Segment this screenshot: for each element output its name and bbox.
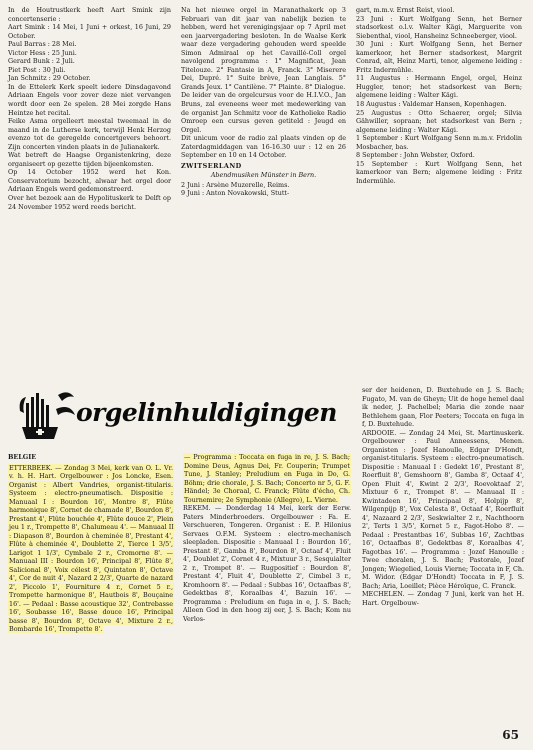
organ-pipes-icon [18, 389, 76, 441]
lower-column-3 [362, 386, 524, 607]
section-heading-switzerland: ZWITSERLAND [181, 161, 242, 170]
top-column-3 [356, 6, 522, 185]
article-text: ser der heidenen, D. Buxtehude en J. S. Bach; Fugato, M. van de Gheyn; Uit de hoge hemel daal ik neder, J. Pachelbel; Maria die zonde naar Bethlehem gaan, Flor Peeters; Toccata en fuga in f, D. Buxtehude. ARDOOIE. — Zondag 24 Mei, St. Martinuskerk. Orgelbouwer : Paul Anneessens, Menen. Organisten : Jozef Hanoulle, Edgar D'Hondt, organist-titularis. Systeem : electro-pneumatisch. Dispositie : Manuaal I : Gedekt 16', Prestant 8', Roerfluit 8', Gemshoorn 8', Gamba 8', Octaaf 4', Open Fluit 4', Kwint 2 2/3', Roevoktaaf 2', Mixtuur 6 r., Trompet 8'. — Manuaal II : Kwintadeen 16', Principaal 8', Holpijp 8', Wilgenpijp 8', Vox Celesta 8', Octaaf 4', Roerfluit 4', Nazaard 2 2/3', Seskwialter 2 r., Nachthoorn 2', Terts 1 3/5', Kornet 5 r., Fagot-Hobo 8'. — Pedaal : Prestantbas 16', Subbas 16', Zachtbas 16', Octaafbas 8', Gedektbas 8', Koraalbas 4', Fagotbas 16'. — Programma : Jozef Hanoulle : Twee choralen, J. S. Bach; Pastorale, Jozef Jongen; Wiegelied, Louis Vierne; Toccata in F, Ch. M. Widor. (Edgar D'Hondt) Toccata in F, J. S. Bach; Aria, Loeillet; Pièce Héroïque, C. Franck. MECHELEN. — Zondag 7 Juni, kerk van het H. Hart. Orgelbouw- [362, 386, 524, 607]
lower-column-2 [183, 453, 351, 623]
section-caption: Abendmusiken Münster in Bern. [210, 171, 317, 180]
banner-title: orgelinhuldigingen [76, 398, 337, 427]
lower-column-1 [8, 453, 174, 634]
highlighted-text: ETTERBEEK. — Zondag 3 Mei, kerk van O. L. Vr. v. h. H. Hart. Orgelbouwer : Jos Loncke, Esen. Organist : Albert Vandries, organist-titularis. Systeem : electro-pneumatisch. Dispositie : Manuaal I : Bourdon 16', Montre 8', Flûte harmonique 8', Cornet de chamade 8', Bourdon 8', Prestant 4', Flûte bouchée 4', Flûte douce 2', Plein jeu 1 r., Trompette 8', Chalumeau 4'. — Manuaal II : Diapason 8', Bourdon à cheminée 8', Prestant 4', Flûte à cheminée 4', Doublette 2', Tierce 1 3/5', Larigot 1 1/3', Cymbale 2 r., Cromorne 8'. — Manuaal III : Bourdon 16', Principal 8', Flûte 8', Salicional 8', Voix célest 8', Quintaton 8', Octave 4', Cor de nuit 4', Nazard 2 2/3', Quarte de nazard 2', Piccolo 1', Fourniture 4 r., Cornet 5 r., Trompette harmonique 8', Hautbois 8', Bouçaine 16'. — Pedaal : Basse acoustique 32', Contrebasse 16', Soubasse 16', Basse douce 16', Principal basse 8', Bourdon 8', Octave 4', Mixture 2 r., Bombarde 16', Trompette 8'. [9, 463, 174, 633]
article-text [8, 464, 174, 634]
article-text [183, 453, 351, 504]
article-text: 2 Juni : Arsène Muzerelle, Reims. 9 Juni : Anton Novakowski, Stutt- [181, 180, 290, 198]
article-text: Na het nieuwe orgel in Maranathakerk op 3 Februari van dit jaar van nabelijk bezien te hebben, werd het verenigingsjaar op 7 April met een jaarvergadering besloten. In de Waalse Kerk waar deze vergadering gehouden werd speelde Simon Admiraal op het Cavaillé-Coll orgel navolgend programma : 1° Magnificat, Jean Titelouze. 2° Fantasie in A, Franck. 3° Miserere Dei, Dupré. 1° Suite brève, Jean Langlais. 5° Grands Jeux. 1° Cantilène. 7° Plainte. 8° Dialogue. De leider van de orgelcursus voor de H.I.V.O., Jan Bruns, zal eveneens weer met medewerking van de organist Jan Schmitz voor de Katholieke Radio Omroep een cursus geven getiteld : Jeugd en Orgel. Dit unicum voor de radio zal plaats vinden op de Zaterdagmiddagen van 16-16.30 uur : 12 en 26 September en 10 en 14 October. [181, 6, 346, 160]
top-column-2 [181, 6, 346, 198]
highlighted-text: — Programma : Toccata en fuga in re, J. S. Bach; Domine Deus, Agnus Dei, Fr. Couperin; Trumpet Tune, J. Stanley; Preludium en Fuga in Do, G. Böhm; drie chorale, J. S. Bach; Concerto nr 5, G. F. Händel; 3e Choraal, C. Franck; Flûte d'écho, Ch. Tournemire; 2e Symphonie (Allegro), L. Vierne. [184, 453, 350, 504]
article-text: REKEM. — Donderdag 14 Mei, kerk der Eerw. Paters Minderbroeders. Orgelbouwer : Fa. E. Verschueren, Tongeren. Organist : E. P. Hilonius Servaes O.F.M. Systeem : electro-mechanisch sleepladen. Dispositie : Manuaal I : Bourdon 16', Prestant 8', Gamba 8', Bourdon 8', Octaaf 4', Fluit 4', Doublet 2', Cornet 4 r., Mixtuur 3 r., Sesquialter 2 r., Trompet 8'. — Rugpositief : Bourdon 8', Prestant 4', Fluit 4', Doublette 2', Cimbel 3 r., Kromhoorn 8'. — Pedaal : Subbas 16', Octaafbas 8', Gedektbas 8', Koraalbas 4', Bazuin 16'. — Programma : Preludium en fuga in e, J. S. Bach; Alleen God in den hoog zij eer, J. S. Bach; Kom nu Verlos- [183, 504, 351, 623]
article-text: In de Houtrustkerk heeft Aart Smink zijn concertenserie : Aart Smink : 14 Mei, 1 Juni + orkest, 16 Juni, 29 October. Paul Barras : 28 Mei. Victor Hess : 25 Juni. Gerard Bunk : 2 Juli. Piet Post : 30 Juli. Jan Schmitz : 29 October. In de Ettelerk Kerk speelt iedere Dinsdagavond Adriaan Engels voor zover deze niet vervangen wordt door een 2e spelen. 28 Mei zorgde Hans Heintze het recital. Feike Asma orgelleert meestal tweemaal in de maand in de Lutherse kerk, terwijl Henk Herzog evenzo tot de geregelde concertgevers behoort. Zijn concerten vinden plaats in de Julianakerk. Wat betreft de Haagse Organistenkring, deze organiseert op gezette tijden bijeenkomsten. Op 14 October 1952 werd het Kon. Conservatorium bezocht, alwaar het orgel door Adriaan Engels werd gedemonstreerd. Over het bezoek aan de Hypolituskerk te Delft op 24 November 1952 werd reeds bericht. [8, 6, 171, 211]
country-heading: BELGIE [8, 453, 37, 461]
top-column-1 [8, 6, 171, 211]
section-banner [18, 389, 358, 441]
article-text: gart, m.m.v. Ernst Reist, viool. 23 Juni : Kurt Wolfgang Senn, het Berner stadsorkest o.l.v. Walter Kägi, Marguerite von Siebenthal, viool, Hansheinz Schneeberger, viool. 30 Juni : Kurt Wolfgang Senn, het Berner kamerkoor, het Berner stadsorkest, Margrit Conrad, alt, Heinz Marti, tenor, algemene leiding : Fritz Indermühle. 11 Augustus : Hermann Engel, orgel, Heinz Huggler, tenor; het stadsorkest van Bern; algemene leiding : Walter Kägi. 18 Augustus : Valdemar Hansen, Kopenhagen. 25 Augustus : Otto Schaerer, orgel; Silvia Gähwiller, sopraan; het stadsorkest van Bern ; algemene leiding : Walter Kägi. 1 September : Kurt Wolfgang Senn m.m.v. Fridolin Mosbacher, bas. 8 September : John Webster, Oxford. 15 September : Kurt Wolfgang Senn, het kamerkoor van Bern; algemene leiding : Fritz Indermühle. [356, 6, 522, 185]
page-number: 65 [502, 728, 519, 742]
